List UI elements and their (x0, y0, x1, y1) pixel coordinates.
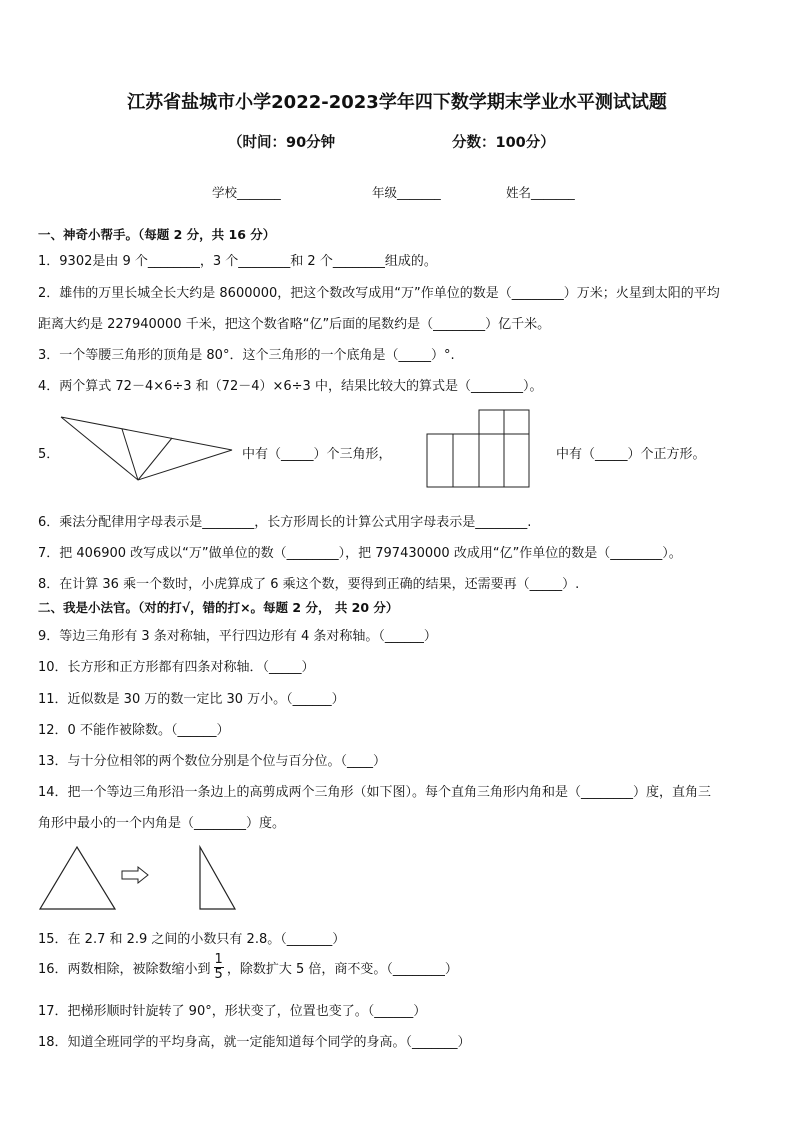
arrow-right-icon (120, 866, 150, 884)
question-17: 17．把梯形顺时针旋转了 90°，形状变了，位置也变了。（______） (38, 1004, 427, 1019)
page-title: 江苏省盐城市小学2022-2023学年四下数学期末学业水平测试试题 (127, 92, 667, 113)
triangle-figure (58, 414, 238, 484)
question-13: 13．与十分位相邻的两个数位分别是个位与百分位。（____） (38, 754, 387, 769)
squares-figure (425, 408, 531, 490)
school-field: 学校_______ (212, 185, 281, 200)
question-11: 11．近似数是 30 万的数一定比 30 万小。（______） (38, 692, 345, 707)
question-16 (38, 953, 458, 982)
question-5-part-1: 中有（_____）个三角形， (242, 447, 392, 462)
fraction-one-fifth (214, 953, 224, 982)
section-1-title: 一、神奇小帮手。（每题 2 分，共 16 分） (38, 227, 276, 242)
right-triangle-figure (196, 845, 240, 911)
question-2-line-1: 2．雄伟的万里长城全长大约是 8600000，把这个数改写成用“万”作单位的数是（________）万米；火星到太阳的平均 (38, 286, 720, 301)
question-7: 7．把 406900 改写成以“万”做单位的数（________），把 797430000 改成用“亿”作单位的数是（________）。 (38, 546, 682, 561)
fraction-denominator: 5 (214, 967, 223, 982)
question-3: 3．一个等腰三角形的顶角是 80°．这个三角形的一个底角是（_____）°. (38, 348, 455, 363)
equilateral-triangle-figure (38, 845, 118, 911)
question-10: 10．长方形和正方形都有四条对称轴．（_____） (38, 660, 315, 675)
exam-time: （时间：90分钟 (228, 135, 336, 151)
question-9: 9．等边三角形有 3 条对称轴，平行四边形有 4 条对称轴。（______） (38, 629, 437, 644)
question-5-part-2: 中有（_____）个正方形。 (556, 447, 706, 462)
question-16-text-after: ，除数扩大 5 倍，商不变。（________） (226, 962, 458, 977)
question-8: 8．在计算 36 乘一个数时，小虎算成了 6 乘这个数，要得到正确的结果，还需要再（_____）. (38, 577, 580, 592)
question-1: 1．9302是由 9 个________，3 个________和 2 个________组成的。 (38, 254, 437, 269)
name-field: 姓名_______ (506, 185, 575, 200)
question-4: 4．两个算式 72－4×6÷3 和（72－4）×6÷3 中，结果比较大的算式是（________）。 (38, 379, 543, 394)
question-18: 18．知道全班同学的平均身高，就一定能知道每个同学的身高。（_______） (38, 1035, 471, 1050)
question-5-number: 5． (38, 447, 60, 462)
exam-score: 分数：100分） (452, 135, 555, 151)
section-2-title: 二、我是小法官。（对的打√，错的打×。每题 2 分， 共 20 分） (38, 600, 399, 615)
question-2-line-2: 距离大约是 227940000 千米，把这个数省略“亿”后面的尾数约是（________）亿千米。 (38, 317, 551, 332)
question-14-line-1: 14．把一个等边三角形沿一条边上的高剪成两个三角形（如下图）。每个直角三角形内角和是（________）度，直角三 (38, 785, 712, 800)
question-12: 12．0 不能作被除数。（______） (38, 723, 230, 738)
question-15: 15．在 2.7 和 2.9 之间的小数只有 2.8。（_______） (38, 932, 346, 947)
fraction-numerator: 1 (214, 952, 223, 967)
question-6: 6．乘法分配律用字母表示是________，长方形周长的计算公式用字母表示是________. (38, 515, 532, 530)
grade-field: 年级_______ (372, 185, 441, 200)
question-14-line-2: 角形中最小的一个内角是（________）度。 (38, 816, 286, 831)
question-16-text-before: 16．两数相除，被除数缩小到 (38, 962, 211, 977)
